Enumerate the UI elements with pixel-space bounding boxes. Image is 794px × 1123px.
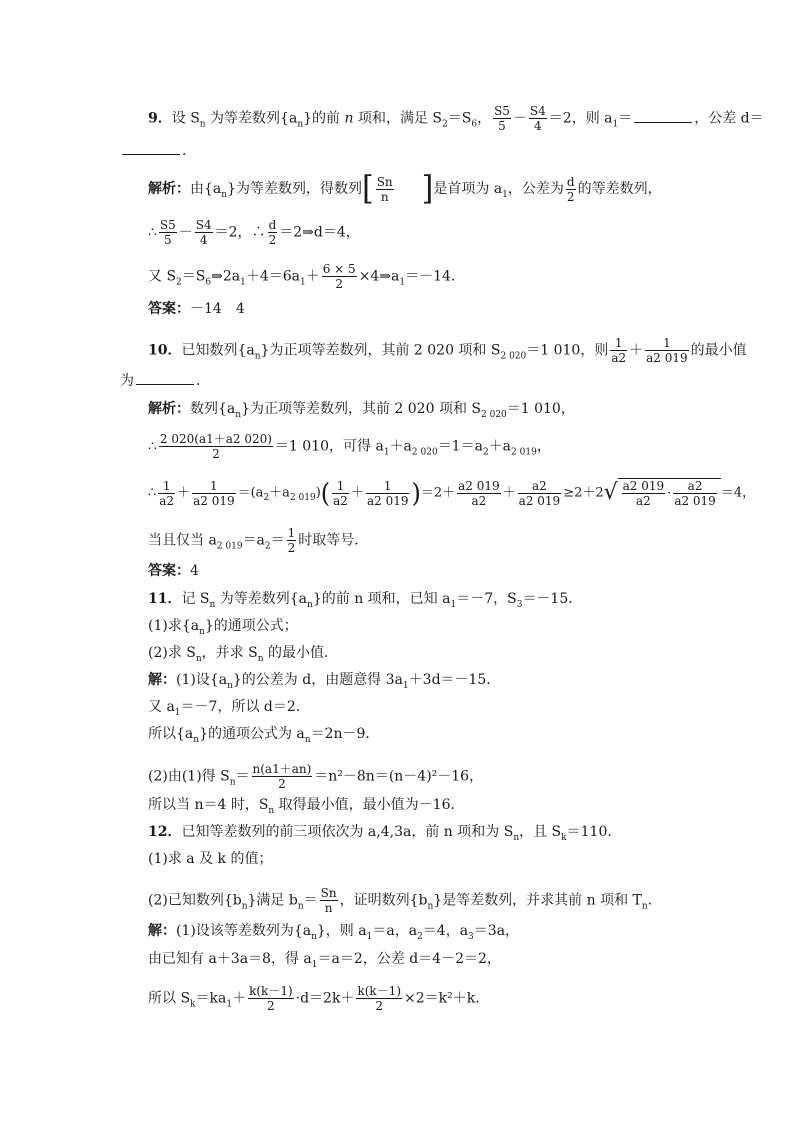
fraction: $\frac{S5}{5}$ (159, 218, 176, 247)
q12-solution-line2: 由已知有 a＋3a＝8，得 $a_1=a=2$，公差 d＝4－2＝2， (148, 951, 501, 970)
q11-solution-line5: 所以当 n＝4 时，$S_n$ 取得最小值，最小值为－16． (148, 797, 465, 816)
q12-part1: (1)求 a 及 k 的值； (148, 851, 273, 867)
radicand: $\frac{a2 019}{a2}$ · $\frac{a2}{a2 019}$ (618, 478, 721, 508)
fraction: $\frac{Sn}{n}$ (376, 174, 393, 204)
q10-analysis-line4: 当且仅当 $a_{2 019}=a_2=$ $\frac{1}{2}$ 时取等号． (148, 526, 369, 555)
fraction: $\frac{S5}{5}$ (494, 104, 510, 133)
solution-label: 解： (148, 672, 176, 688)
fraction: $\frac{6 \times 5}{2}$ (322, 262, 356, 291)
sqrt-icon: √ (603, 480, 618, 505)
q9-line1: 9．设 $S_n$ 为等差数列$\{a_n\}$的前 n 项和，满足 $S_2=S_6$， $\frac{S5}{5}$ － $\frac{S4}{4}$ ＝2，则 $a_1=$ ，公差 d＝ (148, 104, 764, 133)
fraction: $\frac{k(k-1)}{2}$ (357, 984, 401, 1013)
q12-part2: (2)已知数列$\{b_n\}$满足 $b_n=$ $\frac{Sn}{n}$ ，证明数列$\{b_n\}$是等差数列，并求其前 n 项和 $T_n$． (148, 886, 662, 915)
q9-analysis-line2: ∴ $\frac{S5}{5}$ － $\frac{S4}{4}$ ＝2，∴ $\frac{d}{2}$ ＝2⇒d＝4， (148, 218, 360, 247)
fraction: $\frac{1}{a2 019}$ (366, 478, 409, 508)
q9-answer: 答案：－14 4 (148, 301, 245, 317)
fraction: $\frac{1}{a2 019}$ (646, 336, 688, 365)
q9-number: 9． (148, 110, 172, 127)
analysis-label: 解析： (148, 181, 190, 197)
fraction: $\frac{a2}{a2 019}$ (518, 478, 561, 508)
fraction: $\frac{k(k-1)}{2}$ (249, 984, 293, 1013)
q11-solution-line4: (2)由(1)得 $S_n=$ $\frac{n(a1+an)}{2}$ ＝n²－8n＝(n－4)²－16， (148, 762, 484, 791)
answer-blank[interactable] (136, 372, 194, 385)
q10-analysis-line1: 解析：数列$\{a_n\}$为正项等差数列，其前 2 020 项和 $S_{2 020}=1$ 010， (148, 401, 575, 420)
q12-solution-line3: 所以 $S_k=ka_1+$ $\frac{k(k-1)}{2}$ ·d＝2k＋ $\frac{k(k-1)}{2}$ ×2＝k²＋k． (148, 984, 490, 1013)
q9-line2: ． (120, 142, 196, 160)
fraction: $\frac{d}{2}$ (268, 218, 277, 247)
q10-analysis-line2: ∴ $\frac{2 020(a1+a2 020)}{2}$ ＝1 010，可得 $a_1+a_{2 020}=1=a_2+a_{2 019}$， (148, 432, 551, 461)
q12-line1: 12．已知等差数列的前三项依次为 a,4,3a，前 n 项和为 $S_n$，且 $S_k=110$． (148, 824, 622, 843)
solution-label: 解： (148, 923, 176, 939)
fraction: $\frac{1}{a2 019}$ (193, 478, 235, 508)
answer-blank[interactable] (634, 110, 692, 123)
fraction: $\frac{1}{a2}$ (611, 336, 627, 365)
q11-solution-line1: 解：(1)设$\{a_n\}$的公差为 d，由题意得 $3a_1+3d=-15$． (148, 672, 501, 691)
fraction: $\frac{S4}{4}$ (195, 218, 212, 247)
fraction: $\frac{S4}{4}$ (529, 104, 546, 133)
q10-answer: 答案：4 (148, 563, 199, 579)
answer-blank[interactable] (122, 142, 180, 155)
q9-analysis-line1: 解析：由$\{a_n\}$为等差数列，得数列[ $\frac{Sn}{n}$ ]是首项为 $a_1$，公差为 $\frac{d}{2}$ 的等差数列， (148, 169, 662, 208)
q11-number: 11． (148, 591, 182, 607)
fraction: $\frac{Sn}{n}$ (320, 886, 337, 915)
fraction: $\frac{2 020(a1+a2 020)}{2}$ (159, 432, 272, 461)
fraction: $\frac{a2 019}{a2}$ (622, 479, 665, 508)
analysis-label: 解析： (148, 401, 190, 417)
fraction: $\frac{a2 019}{a2}$ (458, 478, 500, 508)
fraction: $\frac{1}{a2}$ (333, 478, 348, 508)
q12-number: 12． (148, 824, 182, 840)
fraction: $\frac{a2}{a2 019}$ (674, 479, 716, 508)
answer-label: 答案： (148, 563, 190, 579)
q10-line2: 为 ． (120, 373, 210, 389)
q11-part1: (1)求$\{a_n\}$的通项公式； (148, 618, 298, 637)
answer-label: 答案： (148, 301, 190, 317)
q10-analysis-line3: ∴ $\frac{1}{a2}$ ＋ $\frac{1}{a2 019}$ $=(a_2+a_{2 019})$( $\frac{1}{a2}$ ＋ $\frac{1}{a2 019}$ )＝2＋ $\frac{a2 019}{a2}$ ＋ $\frac{a2}{a2 019}$ ≥2＋2√ $\frac{a2 019}{a2}$ · $\frac{a2}{a2 019}$ ＝4， (148, 477, 756, 509)
q10-number: 10． (148, 342, 182, 359)
q11-line1: 11．记 $S_n$ 为等差数列$\{a_n\}$的前 n 项和，已知 $a_1=-7$，$S_3=-15$． (148, 591, 583, 610)
q9-analysis-line3: 又 $S_2=S_6\Rightarrow 2a_1+4=6a_1+$ $\frac{6 \times 5}{2}$ $\times 4\Rightarrow a_1=-14$． (148, 262, 465, 291)
q12-solution-line1: 解：(1)设该等差数列为$\{a_n\}$，则 $a_1=a$，$a_2=4$，$a_3=3a$， (148, 923, 520, 942)
fraction: $\frac{1}{a2}$ (159, 478, 175, 508)
q11-solution-line2: 又 $a_1=-7$，所以 d＝2． (148, 699, 310, 718)
q10-line1: 10．已知数列$\{a_n\}$为正项等差数列，其前 2 020 项和 $S_{2 020}=1$ 010，则 $\frac{1}{a2}$ ＋ $\frac{1}{a2 019}$ 的最小值 (148, 336, 747, 365)
q11-part2: (2)求 $S_n$，并求 $S_n$ 的最小值． (148, 645, 338, 664)
fraction: $\frac{1}{2}$ (287, 526, 296, 555)
q11-solution-line3: 所以$\{a_n\}$的通项公式为 $a_n=2n-9$． (148, 726, 380, 745)
fraction: $\frac{n(a1+an)}{2}$ (252, 762, 312, 791)
fraction: $\frac{d}{2}$ (566, 174, 575, 204)
